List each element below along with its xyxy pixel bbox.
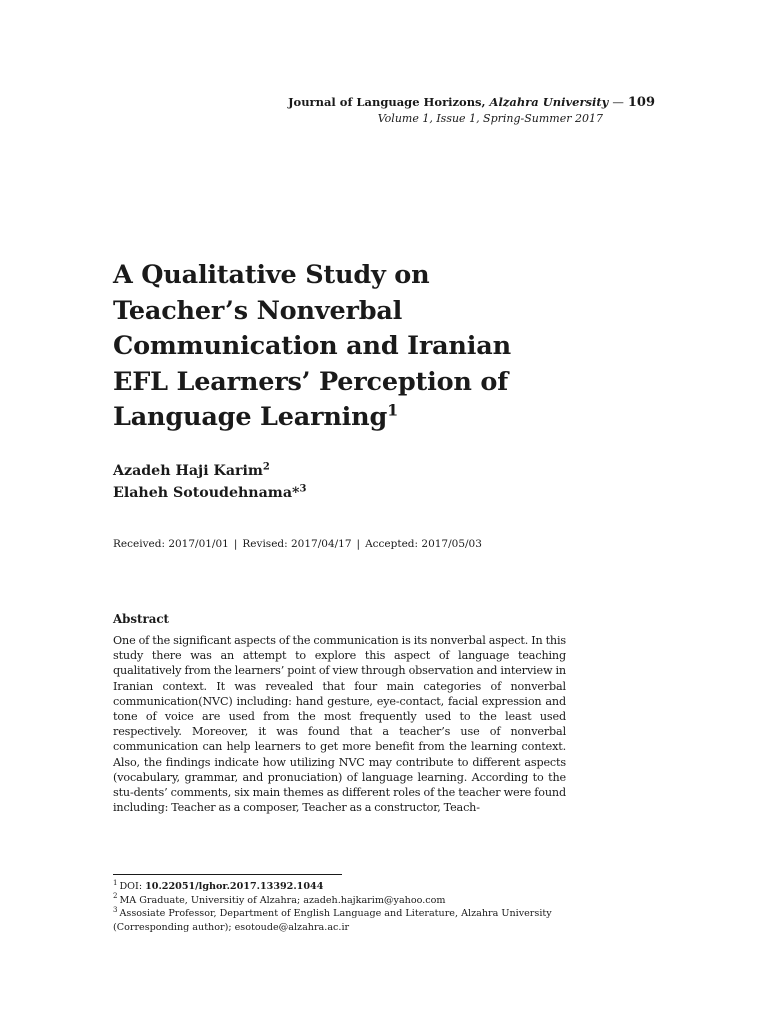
header-dash: — — [612, 95, 624, 109]
abstract-body: One of the significant aspects of the communication is its nonverbal aspect. In this study there was an attempt to explore this aspect of language teaching qualitatively from the learners’ point of view through observation and interview in Iranian context. It was revealed that four main categories of nonverbal communication(NVC) including: hand gesture, eye-contact, facial expression and tone of voice are used from the most frequently used to the least used respectively. Moreover, it was found that a teacher’s use of nonverbal communication can help learners to get more benefit from the learning context. Also, the findings indicate how utilizing NVC may contribute to different aspects (vocabulary, grammar, and pronuciation) of language learning. According to the stu-dents’ comments, six main themes as different roles of the teacher were found including: Teacher as a composer, Teacher as a constructor, Teach- — [113, 634, 566, 815]
journal-header-line — [288, 94, 655, 111]
article-title — [113, 258, 573, 436]
running-header — [288, 94, 655, 127]
submission-dates — [113, 536, 482, 552]
abstract-heading: Abstract — [113, 612, 169, 626]
author-name: Elaheh Sotoudehnama* — [113, 485, 300, 501]
author-footnote-marker: 2 — [262, 461, 270, 473]
author-footnote-marker: 3 — [299, 483, 307, 495]
title-line: EFL Learners’ Perception of — [113, 366, 508, 397]
footnote-divider — [113, 874, 342, 875]
accepted-date: Accepted: 2017/05/03 — [365, 538, 482, 550]
footnote-doi — [113, 880, 603, 894]
footnote-marker: 1 — [113, 878, 118, 887]
author — [113, 460, 306, 482]
title-line: A Qualitative Study on — [113, 260, 430, 290]
volume-issue: Volume 1, Issue 1, Spring-Summer 2017 — [377, 112, 603, 125]
author-name: Azadeh Haji Karim — [113, 463, 263, 479]
footnote-text-continued: (Corresponding author); esotoude@alzahra.ac.ir — [113, 921, 350, 933]
page-number: 109 — [627, 95, 655, 110]
footnote-author-2 — [113, 907, 603, 934]
title-line: Teacher’s Nonverbal — [113, 295, 403, 326]
date-separator: | — [233, 538, 238, 550]
footnote-marker: 3 — [113, 905, 118, 914]
title-line: Language Learning — [113, 402, 388, 432]
date-separator: | — [356, 538, 361, 550]
doi-value: 10.22051/lghor.2017.13392.1044 — [145, 881, 324, 892]
doi-label: DOI: — [119, 881, 146, 892]
footnote-marker: 2 — [113, 892, 118, 901]
received-date: Received: 2017/01/01 — [113, 538, 229, 550]
footnote-text: MA Graduate, Universitiy of Alzahra; azadeh.hajkarim@yahoo.com — [119, 894, 446, 906]
title-footnote-marker: 1 — [387, 400, 399, 420]
university-name: Alzahra University — [489, 95, 609, 109]
revised-date: Revised: 2017/04/17 — [242, 538, 352, 550]
footnote-text: Assosiate Professor, Department of English Language and Literature, Alzahra University — [119, 908, 552, 919]
footnotes — [113, 880, 603, 934]
footnote-author-1 — [113, 894, 603, 908]
author-list — [113, 460, 306, 504]
author — [113, 482, 306, 504]
journal-name: Journal of Language Horizons, — [288, 95, 490, 109]
title-line: Communication and Iranian — [113, 331, 511, 361]
